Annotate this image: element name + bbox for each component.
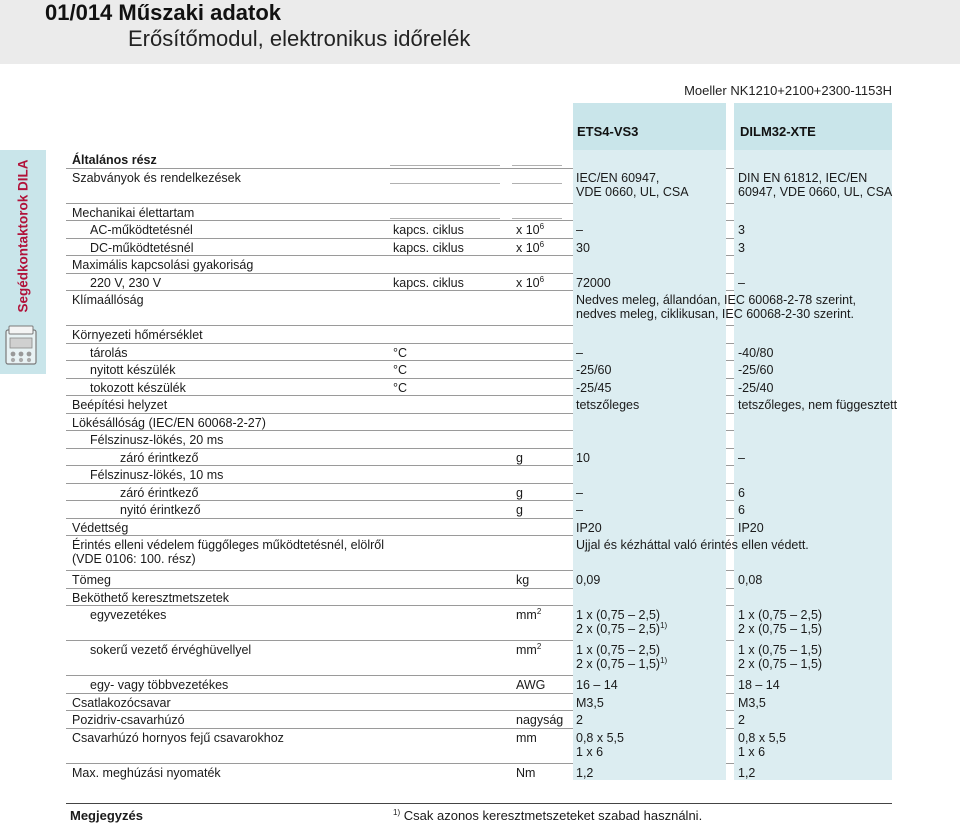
unit-label: [516, 643, 541, 657]
column-header-label: ETS4-VS3: [577, 124, 639, 139]
value-text: IP20: [576, 520, 602, 535]
unit-label: [516, 731, 537, 745]
row-label: Beépítési helyzet: [72, 398, 168, 412]
value-text: –: [576, 503, 583, 517]
column-header-dilm32: [734, 103, 892, 150]
row-label: Mechanikai élettartam: [72, 205, 195, 220]
value-dilm32-xte: 1 x (0,75 – 1,5) 2 x (0,75 – 1,5): [738, 643, 823, 671]
table-row: [0, 290, 960, 325]
row-label: záró érintkező: [120, 450, 199, 465]
unit-label: [516, 608, 541, 622]
value-text: 0,09: [576, 573, 601, 587]
value-dilm32-xte: 1,2: [738, 765, 756, 780]
row-label: Szabványok és rendelkezések: [72, 170, 241, 185]
table-row: [0, 535, 960, 570]
unit-label: [516, 451, 523, 465]
value-text: 30: [576, 240, 590, 255]
row-label: nyitott készülék: [90, 363, 176, 377]
document-reference: Moeller NK1210+2100+2300-1153H: [684, 83, 892, 98]
table-row: [0, 343, 960, 361]
table-row: [0, 465, 960, 483]
unit-text: nagyság: [516, 713, 564, 727]
unit-label: kapcs. ciklus: [393, 223, 464, 237]
unit-label: [516, 766, 535, 780]
value-dilm32-xte: –: [738, 450, 745, 465]
column-header-label: DILM32-XTE: [740, 124, 816, 139]
unit-text: x 10: [516, 223, 540, 237]
table-row: [0, 693, 960, 711]
unit-text: mm: [516, 730, 537, 745]
column-shade: [734, 448, 892, 466]
column-shade: [573, 238, 726, 256]
unit-text: AWG: [516, 678, 546, 692]
column-shade: [734, 325, 892, 343]
spec-table: [0, 150, 960, 780]
column-shade: [573, 430, 726, 448]
footnote: $^{1)}$ Csak azonos keresztmetszeteket szabad használni.: [393, 808, 703, 823]
row-label: Környezeti hőmérséklet: [72, 328, 203, 342]
row-label: Klímaállóság: [72, 293, 144, 307]
value-dilm32-xte: DIN EN 61812, IEC/EN 60947, VDE 0660, UL, CSA: [738, 170, 893, 199]
column-shade: [573, 500, 726, 518]
column-shade: [734, 430, 892, 448]
column-shade: [734, 238, 892, 256]
row-label: DC-működtetésnél: [90, 240, 194, 255]
row-label: Lökésállóság (IEC/EN 60068-2-27): [72, 415, 266, 430]
column-shade: [734, 203, 892, 221]
sidebar-label: Segédkontaktorok DILA: [15, 159, 31, 313]
table-row: [0, 255, 960, 273]
row-rule: [390, 183, 500, 184]
value-dilm32-xte: 0,08: [738, 573, 763, 587]
value-text: –: [576, 485, 583, 500]
table-row: [0, 203, 960, 221]
value-ets4-vs3: [576, 678, 618, 692]
row-label: Csatlakozócsavar: [72, 695, 171, 710]
column-shade: [734, 150, 892, 168]
table-row: [0, 640, 960, 675]
row-label: Max. meghúzási nyomaték: [72, 765, 221, 780]
value-ets4-vs3: [576, 766, 593, 780]
column-shade: [573, 448, 726, 466]
value-text: IEC/EN 60947, VDE 0660, UL, CSA: [576, 170, 689, 199]
value-dilm32-xte: 0,8 x 5,5 1 x 6: [738, 730, 786, 759]
value-dilm32-xte: 3: [738, 223, 745, 237]
value-ets4-vs3: [576, 608, 667, 636]
row-label: Érintés elleni védelem függőleges működtetésnél, elölről (VDE 0106: 100. rész): [72, 538, 384, 566]
column-shade: [573, 413, 726, 431]
footnote-ref: 1): [660, 656, 668, 665]
table-row: [0, 378, 960, 396]
table-row: [0, 238, 960, 256]
column-shade: [573, 483, 726, 501]
value-ets4-vs3: [576, 398, 639, 412]
column-shade: [573, 763, 726, 781]
value-ets4-vs3: [576, 381, 611, 395]
unit-label: [516, 713, 563, 727]
value-dilm32-xte: 6: [738, 503, 745, 517]
value-dilm32-xte: IP20: [738, 520, 764, 535]
column-shade: [734, 220, 892, 238]
table-row: [0, 325, 960, 343]
table-row: [0, 570, 960, 588]
row-label: Félszinusz-lökés, 10 ms: [90, 468, 224, 482]
value-ets4-vs3: [576, 276, 611, 290]
row-rule: [512, 165, 562, 166]
value-text: 2: [576, 713, 583, 727]
row-label: egyvezetékes: [90, 608, 167, 622]
table-row: [0, 395, 960, 413]
unit-exponent: 2: [536, 607, 542, 616]
table-row: [0, 500, 960, 518]
value-ets4-vs3: [576, 241, 590, 255]
row-label: tokozott készülék: [90, 380, 186, 395]
value-dilm32-xte: 2: [738, 713, 745, 727]
unit-label: [516, 486, 523, 500]
value-dilm32-xte: M3,5: [738, 695, 766, 710]
row-label: Tömeg: [72, 573, 111, 587]
row-label: Általános rész: [72, 153, 157, 167]
value-dilm32-xte: -25/60: [738, 363, 774, 377]
value-text: –: [576, 223, 583, 237]
column-shade: [573, 710, 726, 728]
value-dilm32-xte: –: [738, 275, 745, 290]
table-row: [0, 168, 960, 203]
table-row: [0, 483, 960, 501]
value-ets4-vs3: [576, 503, 583, 517]
table-row: [0, 448, 960, 466]
value-ets4-vs3: [576, 521, 602, 535]
table-row: [0, 710, 960, 728]
unit-text: Nm: [516, 765, 536, 780]
row-label: nyitó érintkező: [120, 503, 201, 517]
value-text: -25/60: [576, 363, 612, 377]
column-shade: [573, 150, 726, 168]
row-label: 220 V, 230 V: [90, 275, 162, 290]
footnote-ref: 1): [660, 621, 668, 630]
value-ets4-vs3: [576, 346, 583, 360]
row-rule: [390, 165, 500, 166]
unit-text: x 10: [516, 240, 540, 255]
row-label: Beköthető keresztmetszetek: [72, 590, 230, 605]
unit-text: mm: [516, 643, 537, 657]
value-dilm32-xte: 6: [738, 485, 745, 500]
value-text: 0,8 x 5,5 1 x 6: [576, 730, 624, 759]
table-row: [0, 273, 960, 291]
value-ets4-vs3: [576, 643, 667, 671]
table-row: [0, 413, 960, 431]
column-shade: [573, 465, 726, 483]
footer-divider: [66, 803, 892, 804]
table-row: [0, 220, 960, 238]
column-shade: [734, 710, 892, 728]
value-ets4-vs3: [576, 486, 583, 500]
value-dilm32-xte: -25/40: [738, 380, 774, 395]
value-text: -25/45: [576, 380, 612, 395]
value-ets4-vs3: [576, 573, 600, 587]
table-row: [0, 518, 960, 536]
row-label: Pozidriv-csavarhúzó: [72, 713, 185, 727]
unit-text: mm: [516, 608, 537, 622]
unit-label: [516, 276, 544, 290]
unit-label: [516, 678, 545, 692]
table-row: [0, 763, 960, 781]
row-label: Védettség: [72, 520, 129, 535]
value-text: 1 x (0,75 – 2,5) 2 x (0,75 – 1,5): [576, 643, 661, 671]
column-header-ets4: [573, 103, 726, 150]
column-shade: [573, 325, 726, 343]
column-shade: [573, 220, 726, 238]
spanned-value: Nedves meleg, állandóan, IEC 60068-2-78 szerint, nedves meleg, ciklikusan, IEC 60068-2-30 szerint.: [576, 293, 857, 321]
value-ets4-vs3: [576, 171, 689, 199]
unit-exponent: 6: [539, 274, 545, 284]
column-shade: [734, 413, 892, 431]
unit-label: [516, 503, 523, 517]
unit-label: [516, 241, 544, 255]
unit-exponent: 6: [539, 239, 545, 249]
unit-text: x 10: [516, 275, 540, 290]
column-shade: [734, 588, 892, 606]
row-label: egy- vagy többvezetékes: [90, 678, 229, 692]
value-ets4-vs3: [576, 451, 590, 465]
row-rule: [512, 218, 562, 219]
value-text: –: [576, 345, 583, 360]
unit-exponent: 6: [539, 222, 545, 231]
footer-label: Megjegyzés: [70, 808, 143, 823]
value-ets4-vs3: [576, 731, 624, 759]
table-row: [0, 588, 960, 606]
value-text: 10: [576, 450, 590, 465]
column-shade: [734, 483, 892, 501]
row-rule: [512, 183, 562, 184]
table-row: [0, 430, 960, 448]
unit-text: g: [516, 503, 523, 517]
spanned-value: Ujjal és kézháttal való érintés ellen védett.: [576, 538, 809, 552]
unit-label: [516, 573, 529, 587]
table-row: [0, 360, 960, 378]
value-ets4-vs3: [576, 363, 611, 377]
value-dilm32-xte: 3: [738, 240, 745, 255]
column-shade: [734, 500, 892, 518]
value-text: 16 – 14: [576, 678, 618, 692]
column-shade: [573, 255, 726, 273]
row-rule: [390, 218, 500, 219]
column-shade: [734, 763, 892, 781]
value-text: 1 x (0,75 – 2,5) 2 x (0,75 – 2,5): [576, 608, 661, 636]
page-subtitle: Erősítőmodul, elektronikus időrelék: [128, 26, 471, 51]
column-shade: [573, 203, 726, 221]
column-shade: [734, 273, 892, 291]
value-dilm32-xte: 18 – 14: [738, 678, 780, 692]
row-label: Maximális kapcsolási gyakoriság: [72, 258, 254, 272]
row-label: Félszinusz-lökés, 20 ms: [90, 433, 224, 447]
unit-exponent: 2: [536, 642, 542, 651]
unit-text: g: [516, 485, 523, 500]
row-label: Csavarhúzó hornyos fejű csavarokhoz: [72, 730, 284, 745]
table-row: [0, 728, 960, 763]
row-label: záró érintkező: [120, 485, 199, 500]
unit-text: kg: [516, 573, 530, 587]
value-ets4-vs3: [576, 223, 583, 237]
unit-label: kapcs. ciklus: [393, 275, 464, 290]
value-ets4-vs3: [576, 713, 583, 727]
value-text: 1,2: [576, 765, 594, 780]
value-text: 72000: [576, 275, 611, 290]
value-dilm32-xte: tetszőleges, nem függesztett: [738, 398, 898, 412]
table-row: [0, 150, 960, 168]
column-shade: [573, 343, 726, 361]
value-text: tetszőleges: [576, 398, 640, 412]
value-dilm32-xte: 1 x (0,75 – 2,5) 2 x (0,75 – 1,5): [738, 608, 823, 636]
value-ets4-vs3: [576, 696, 604, 710]
value-dilm32-xte: -40/80: [738, 345, 774, 360]
unit-text: g: [516, 450, 523, 465]
unit-label: kapcs. ciklus: [393, 240, 464, 255]
table-row: [0, 675, 960, 693]
value-text: M3,5: [576, 695, 604, 710]
table-row: [0, 605, 960, 640]
column-shade: [734, 255, 892, 273]
row-label: AC-működtetésnél: [90, 223, 193, 237]
unit-label: °C: [393, 380, 408, 395]
column-shade: [573, 588, 726, 606]
unit-label: °C: [393, 363, 408, 377]
unit-label: °C: [393, 345, 408, 360]
column-shade: [734, 465, 892, 483]
page-title: 01/014 Műszaki adatok: [45, 0, 282, 25]
row-label: sokerű vezető érvéghüvellyel: [90, 643, 252, 657]
row-label: tárolás: [90, 345, 128, 360]
unit-label: [516, 223, 544, 237]
